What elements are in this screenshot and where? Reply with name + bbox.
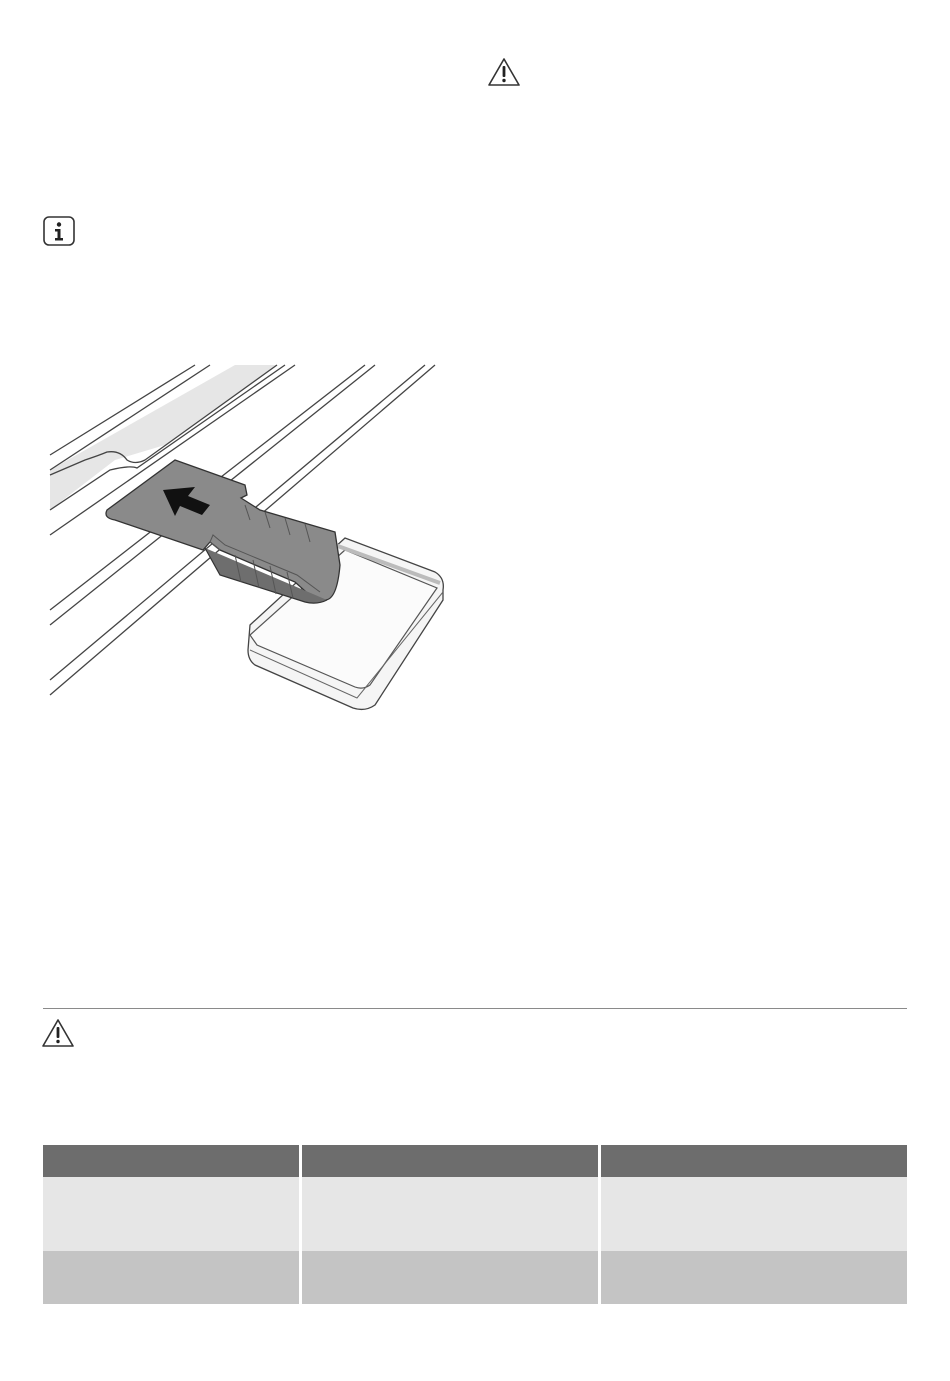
table-cell: [302, 1177, 598, 1251]
table-row: [43, 1177, 907, 1251]
warning-triangle-icon: [487, 57, 521, 87]
table-cell: [601, 1251, 907, 1304]
table-cell: [43, 1177, 299, 1251]
table-header-cell: [601, 1145, 907, 1177]
warning-triangle-icon: [41, 1018, 75, 1048]
table-cell: [43, 1251, 299, 1304]
ice-cube-tray-scraper-illustration: [45, 360, 455, 720]
table-header-cell: [302, 1145, 598, 1177]
data-table: [40, 1145, 910, 1304]
table-header-row: [43, 1145, 907, 1177]
table-header-cell: [43, 1145, 299, 1177]
table-cell: [302, 1251, 598, 1304]
table-row: [43, 1251, 907, 1304]
info-icon: [43, 216, 75, 246]
ice-scraper: [106, 460, 340, 603]
section-divider: [43, 1008, 907, 1009]
table-cell: [601, 1177, 907, 1251]
